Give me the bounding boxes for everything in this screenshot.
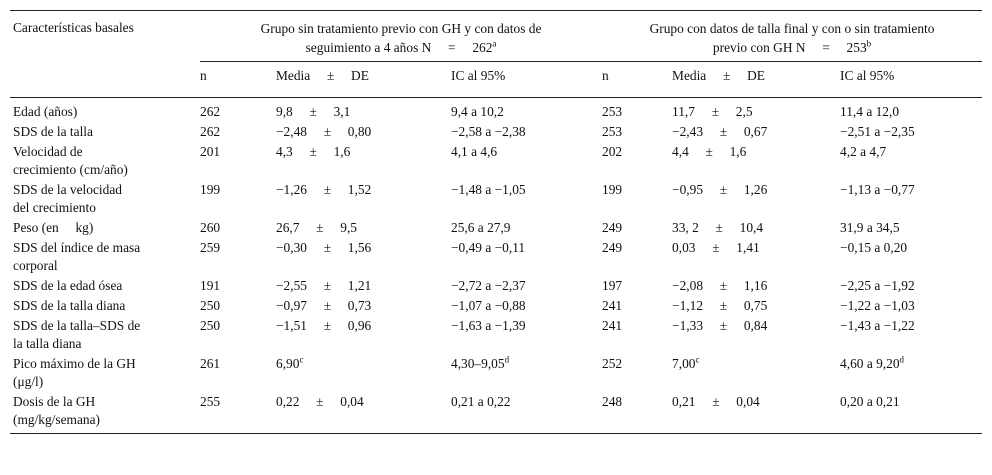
group2-n-cell-value: 252: [602, 356, 623, 371]
row-label: [10, 237, 200, 275]
group1-n-cell-value: 261: [200, 356, 221, 371]
group1-n-cell: [200, 275, 276, 295]
group1-header: [200, 11, 602, 62]
group2-header-footnote: b: [866, 38, 872, 49]
row-label-line: SDS del índice de masa: [13, 240, 141, 255]
row-label: [10, 121, 200, 141]
row-label-line: corporal: [13, 258, 58, 273]
group2-n-cell: [602, 295, 672, 315]
group1-ci-cell: [451, 141, 602, 179]
group1-ci-cell: [451, 237, 602, 275]
group2-ci-cell-value: 4,60 a 9,20: [840, 356, 900, 371]
table-row: [10, 353, 982, 391]
table-row: [10, 275, 982, 295]
group2-mean-sd-cell-value: −2,08 ± 1,16: [672, 278, 768, 293]
row-label-line: del crecimiento: [13, 200, 96, 215]
table-row: [10, 391, 982, 434]
group2-ci-cell-value: 4,2 a 4,7: [840, 144, 887, 159]
group2-ci-cell: [840, 295, 982, 315]
group2-mean-sd-cell-footnote: c: [695, 354, 700, 365]
group2-header-line1: Grupo con datos de talla final y con o sin tratamiento: [649, 21, 935, 36]
group1-mean-sd-cell: [276, 275, 451, 295]
group2-ci-cell: [840, 391, 982, 434]
group2-mean-sd-cell-value: −0,95 ± 1,26: [672, 182, 768, 197]
group1-mean-sd-cell: [276, 315, 451, 353]
row-label-line: Pico máximo de la GH: [13, 356, 136, 371]
group2-header-line2: previo con GH N = 253: [712, 40, 867, 55]
row-label-line: Velocidad de: [13, 144, 83, 159]
g2-header-n: n: [602, 68, 609, 83]
group1-mean-sd-cell-value: 26,7 ± 9,5: [276, 220, 357, 235]
table-row: [10, 295, 982, 315]
group1-header-line2: seguimiento a 4 años N = 262: [305, 40, 493, 55]
group2-n-cell: [602, 141, 672, 179]
group2-mean-sd-cell: [672, 295, 840, 315]
group1-mean-sd-cell-value: −2,48 ± 0,80: [276, 124, 372, 139]
group1-ci-cell-value: 4,1 a 4,6: [451, 144, 498, 159]
group2-n-cell-value: 253: [602, 124, 623, 139]
group2-mean-sd-cell: [672, 353, 840, 391]
group1-n-cell: [200, 353, 276, 391]
table-row: [10, 98, 982, 122]
group1-ci-cell: [451, 275, 602, 295]
group1-mean-sd-cell: [276, 98, 451, 122]
g2-header-ic: IC al 95%: [840, 68, 895, 83]
row-label-line: Peso (en kg): [13, 220, 94, 235]
group1-mean-sd-cell-value: 4,3 ± 1,6: [276, 144, 351, 159]
group2-n-cell: [602, 315, 672, 353]
group1-mean-sd-cell-footnote: c: [299, 354, 304, 365]
table-body: [10, 98, 982, 434]
row-label: [10, 391, 200, 434]
group1-n-cell-value: 250: [200, 298, 221, 313]
group2-n-cell-value: 199: [602, 182, 623, 197]
row-label-line: SDS de la edad ósea: [13, 278, 123, 293]
group2-mean-sd-cell-value: −1,12 ± 0,75: [672, 298, 768, 313]
group1-ci-cell-value: −2,72 a −2,37: [451, 278, 526, 293]
group1-n-cell: [200, 237, 276, 275]
group2-mean-sd-cell-value: 33, 2 ± 10,4: [672, 220, 764, 235]
group1-mean-sd-cell: [276, 179, 451, 217]
g1-header-ic: IC al 95%: [451, 68, 506, 83]
group1-ci-cell: [451, 121, 602, 141]
row-label-line: (μg/l): [13, 374, 44, 389]
group1-mean-sd-cell-value: 9,8 ± 3,1: [276, 104, 351, 119]
group2-n-cell: [602, 121, 672, 141]
group2-mean-sd-cell: [672, 217, 840, 237]
group2-n-cell-value: 248: [602, 394, 623, 409]
group2-mean-sd-cell: [672, 315, 840, 353]
group1-n-cell: [200, 391, 276, 434]
group2-ci-cell: [840, 121, 982, 141]
group1-ci-cell-value: −1,48 a −1,05: [451, 182, 526, 197]
group1-mean-sd-cell: [276, 353, 451, 391]
column-header-basal: Características basales: [10, 11, 200, 98]
group2-ci-cell: [840, 217, 982, 237]
group2-n-cell: [602, 98, 672, 122]
group1-mean-sd-cell: [276, 237, 451, 275]
group1-ci-cell: [451, 391, 602, 434]
group2-ci-cell-value: 11,4 a 12,0: [840, 104, 900, 119]
row-label-line: Dosis de la GH: [13, 394, 96, 409]
group2-ci-cell-value: 0,20 a 0,21: [840, 394, 900, 409]
group1-ci-cell: [451, 98, 602, 122]
group2-n-cell: [602, 237, 672, 275]
row-label-line: SDS de la talla: [13, 124, 93, 139]
group1-ci-cell-value: −0,49 a −0,11: [451, 240, 526, 255]
row-label-line: Edad (años): [13, 104, 78, 119]
row-label: [10, 275, 200, 295]
group1-n-cell: [200, 295, 276, 315]
group2-mean-sd-cell: [672, 179, 840, 217]
group1-ci-cell: [451, 353, 602, 391]
group2-mean-sd-cell-value: −2,43 ± 0,67: [672, 124, 768, 139]
group1-mean-sd-cell: [276, 217, 451, 237]
g1-header-media: Media ± DE: [276, 68, 369, 83]
group2-n-cell: [602, 179, 672, 217]
group2-ci-cell-value: −1,22 a −1,03: [840, 298, 915, 313]
group2-ci-cell: [840, 179, 982, 217]
group1-n-cell-value: 262: [200, 104, 221, 119]
group2-n-cell: [602, 353, 672, 391]
group1-ci-cell: [451, 217, 602, 237]
group1-n-cell: [200, 121, 276, 141]
group2-mean-sd-cell: [672, 121, 840, 141]
group2-ci-cell-value: 31,9 a 34,5: [840, 220, 900, 235]
group1-n-cell: [200, 179, 276, 217]
group2-ci-cell-value: −2,51 a −2,35: [840, 124, 915, 139]
table-row: [10, 315, 982, 353]
group2-ci-cell-footnote: d: [899, 354, 905, 365]
row-label-line: la talla diana: [13, 336, 82, 351]
group2-mean-sd-cell: [672, 391, 840, 434]
group1-mean-sd-cell: [276, 391, 451, 434]
table-row: [10, 121, 982, 141]
baseline-characteristics-table: [10, 10, 982, 434]
g2-header-media: Media ± DE: [672, 68, 765, 83]
table-row: [10, 179, 982, 217]
row-label: [10, 295, 200, 315]
group1-mean-sd-cell-value: 0,22 ± 0,04: [276, 394, 364, 409]
group1-n-cell-value: 260: [200, 220, 221, 235]
group1-mean-sd-cell: [276, 121, 451, 141]
group2-mean-sd-cell-value: 0,21 ± 0,04: [672, 394, 760, 409]
group2-n-cell-value: 241: [602, 318, 623, 333]
row-label-line: (mg/kg/semana): [13, 412, 101, 427]
group2-ci-cell-value: −1,43 a −1,22: [840, 318, 915, 333]
row-label: [10, 353, 200, 391]
group1-mean-sd-cell-value: −0,97 ± 0,73: [276, 298, 372, 313]
group2-mean-sd-cell-value: 4,4 ± 1,6: [672, 144, 747, 159]
group2-mean-sd-cell: [672, 98, 840, 122]
group1-ci-cell-value: 4,30–9,05: [451, 356, 505, 371]
group1-n-cell-value: 201: [200, 144, 221, 159]
group1-n-cell-value: 191: [200, 278, 221, 293]
group1-mean-sd-cell: [276, 141, 451, 179]
group2-mean-sd-cell-value: 7,00: [672, 356, 696, 371]
group1-mean-sd-cell-value: −2,55 ± 1,21: [276, 278, 372, 293]
group2-mean-sd-cell-value: 0,03 ± 1,41: [672, 240, 760, 255]
row-label: [10, 217, 200, 237]
group2-n-cell: [602, 391, 672, 434]
group2-ci-cell-value: −0,15 a 0,20: [840, 240, 908, 255]
group2-ci-cell: [840, 98, 982, 122]
table-row: [10, 237, 982, 275]
group1-ci-cell-value: −1,63 a −1,39: [451, 318, 526, 333]
group2-ci-cell-value: −1,13 a −0,77: [840, 182, 915, 197]
group1-mean-sd-cell-value: −0,30 ± 1,56: [276, 240, 372, 255]
group1-ci-cell-value: 25,6 a 27,9: [451, 220, 511, 235]
group1-ci-cell: [451, 179, 602, 217]
group2-mean-sd-cell: [672, 237, 840, 275]
group2-mean-sd-cell-value: 11,7 ± 2,5: [672, 104, 753, 119]
group1-header-footnote: a: [492, 38, 497, 49]
group2-mean-sd-cell: [672, 141, 840, 179]
row-label: [10, 179, 200, 217]
group2-n-cell: [602, 217, 672, 237]
group2-ci-cell: [840, 141, 982, 179]
group2-ci-cell: [840, 315, 982, 353]
group1-ci-cell-value: 9,4 a 10,2: [451, 104, 504, 119]
group2-n-cell-value: 249: [602, 240, 623, 255]
group1-ci-cell-value: −2,58 a −2,38: [451, 124, 526, 139]
row-label: [10, 98, 200, 122]
table-row: [10, 141, 982, 179]
table-row: [10, 217, 982, 237]
table-container: [10, 10, 982, 434]
group2-n-cell: [602, 275, 672, 295]
row-label-line: crecimiento (cm/año): [13, 162, 128, 177]
group1-n-cell-value: 199: [200, 182, 221, 197]
row-label-line: SDS de la talla diana: [13, 298, 126, 313]
group2-n-cell-value: 202: [602, 144, 623, 159]
row-label: [10, 141, 200, 179]
row-label: [10, 315, 200, 353]
group1-ci-cell-value: −1,07 a −0,88: [451, 298, 526, 313]
group1-ci-cell-footnote: d: [504, 354, 510, 365]
group1-n-cell-value: 259: [200, 240, 221, 255]
group1-ci-cell: [451, 295, 602, 315]
group1-n-cell-value: 262: [200, 124, 221, 139]
row-label-line: SDS de la talla–SDS de: [13, 318, 141, 333]
row-label-line: SDS de la velocidad: [13, 182, 122, 197]
group1-mean-sd-cell-value: 6,90: [276, 356, 300, 371]
group2-ci-cell-value: −2,25 a −1,92: [840, 278, 915, 293]
group2-mean-sd-cell-value: −1,33 ± 0,84: [672, 318, 768, 333]
group1-ci-cell: [451, 315, 602, 353]
group2-ci-cell: [840, 353, 982, 391]
group2-n-cell-value: 253: [602, 104, 623, 119]
group1-n-cell: [200, 315, 276, 353]
group1-mean-sd-cell: [276, 295, 451, 315]
group2-n-cell-value: 197: [602, 278, 623, 293]
group1-n-cell: [200, 98, 276, 122]
group2-header: [602, 11, 982, 62]
group1-n-cell-value: 250: [200, 318, 221, 333]
group1-header-line1: Grupo sin tratamiento previo con GH y con datos de: [260, 21, 542, 36]
group1-mean-sd-cell-value: −1,51 ± 0,96: [276, 318, 372, 333]
group2-n-cell-value: 241: [602, 298, 623, 313]
group2-ci-cell: [840, 237, 982, 275]
group1-n-cell: [200, 141, 276, 179]
group1-ci-cell-value: 0,21 a 0,22: [451, 394, 511, 409]
g1-header-n: n: [200, 68, 207, 83]
group1-n-cell: [200, 217, 276, 237]
group2-ci-cell: [840, 275, 982, 295]
group1-mean-sd-cell-value: −1,26 ± 1,52: [276, 182, 372, 197]
group2-mean-sd-cell: [672, 275, 840, 295]
group1-n-cell-value: 255: [200, 394, 221, 409]
group2-n-cell-value: 249: [602, 220, 623, 235]
